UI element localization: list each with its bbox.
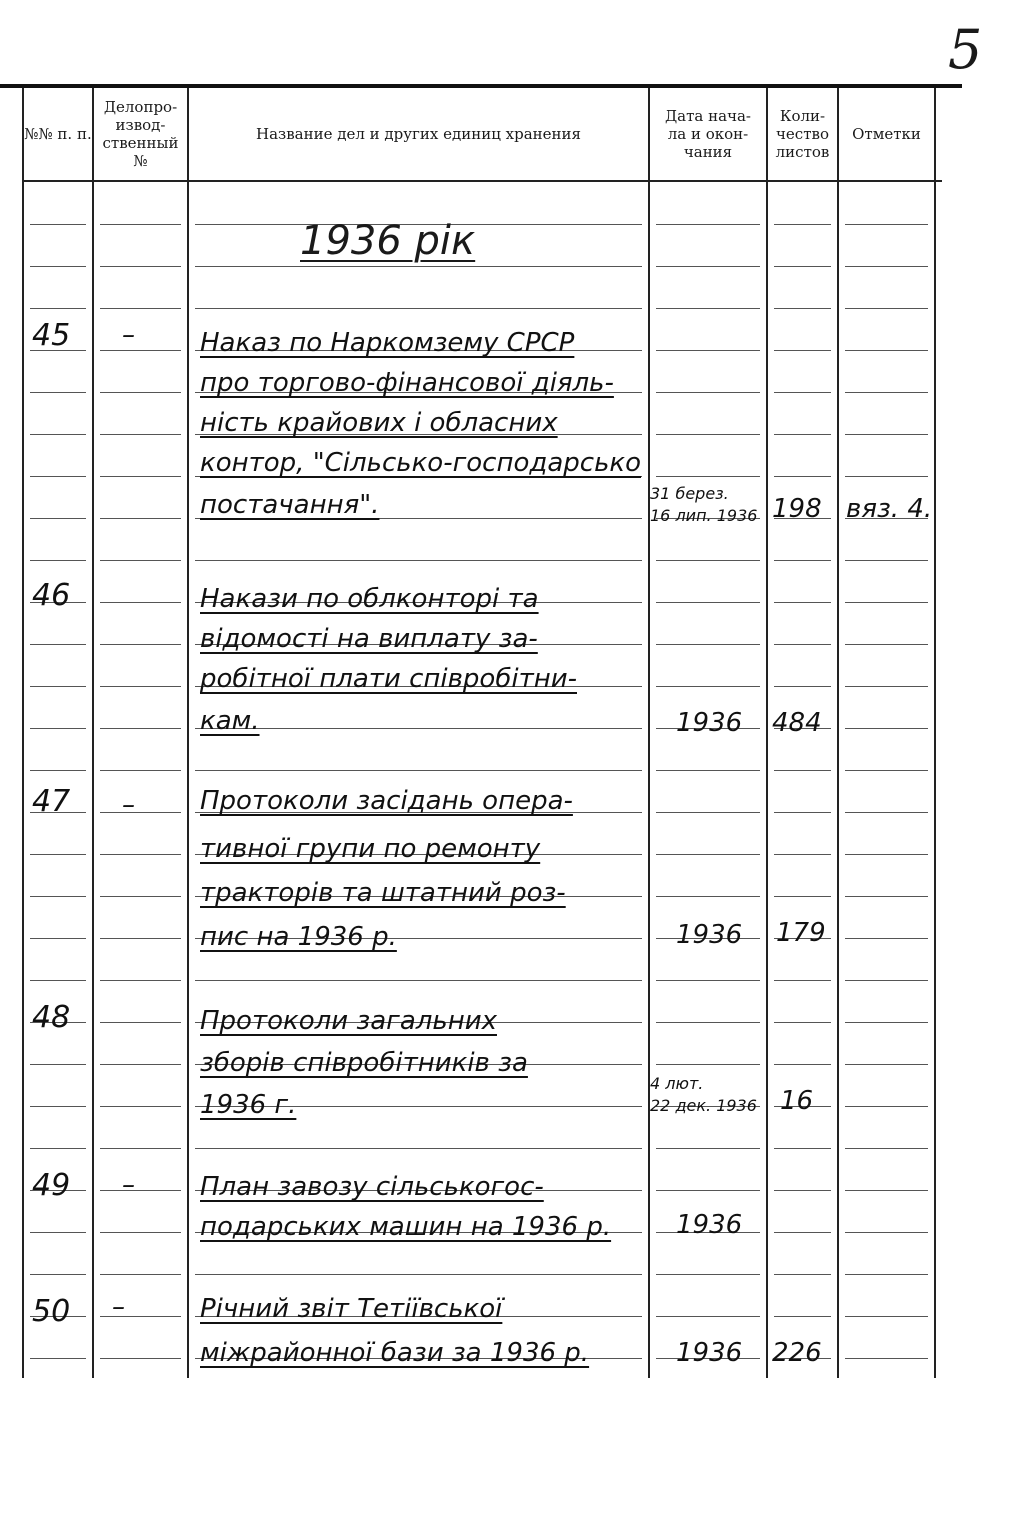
ruled-line <box>100 1064 181 1065</box>
date-end: 1936 <box>676 920 743 950</box>
ruled-line <box>100 350 181 351</box>
col-border-num <box>92 88 94 1378</box>
ruled-line <box>100 728 181 729</box>
row-number: 49 <box>32 1168 71 1203</box>
header-rule <box>22 180 942 182</box>
ruled-line <box>30 1274 86 1275</box>
ruled-line <box>774 1022 831 1023</box>
ruled-line <box>30 1358 86 1359</box>
ruled-line <box>30 854 86 855</box>
page-number: 5 <box>948 18 983 81</box>
office-number: – <box>122 790 135 820</box>
ruled-line <box>30 686 86 687</box>
ruled-line <box>100 518 181 519</box>
sheet-count: 484 <box>772 708 822 738</box>
col-border-office <box>187 88 189 1378</box>
ruled-line <box>100 1148 181 1149</box>
entry-line: Протоколи засідань опера- <box>200 786 573 816</box>
ruled-line <box>774 1232 831 1233</box>
ruled-line <box>845 686 928 687</box>
ruled-line <box>195 728 642 729</box>
entry-line: Накази по облконторі та <box>200 584 539 614</box>
ruled-line <box>100 266 181 267</box>
date-start: 31 берез. <box>650 484 729 503</box>
ruled-line <box>100 1190 181 1191</box>
ruled-line <box>774 392 831 393</box>
ruled-line <box>845 770 928 771</box>
ruled-line <box>100 392 181 393</box>
ruled-line <box>100 434 181 435</box>
ruled-line <box>845 644 928 645</box>
header-title: Название дел и других единиц хранения <box>255 125 581 143</box>
ruled-line <box>845 1106 928 1107</box>
ruled-line <box>845 728 928 729</box>
ruled-line <box>656 644 760 645</box>
ruled-line <box>195 560 642 561</box>
ruled-line <box>30 308 86 309</box>
ruled-line <box>656 1148 760 1149</box>
ruled-line <box>845 896 928 897</box>
ruled-line <box>845 1274 928 1275</box>
ruled-line <box>656 434 760 435</box>
ruled-line <box>656 1022 760 1023</box>
date-end: 1936 <box>676 1338 743 1368</box>
ruled-line <box>845 602 928 603</box>
entry-line: 1936 г. <box>200 1090 297 1120</box>
ruled-line <box>845 1190 928 1191</box>
office-number: – <box>122 320 135 350</box>
ruled-line <box>195 1274 642 1275</box>
ruled-line <box>774 980 831 981</box>
entry-line: Наказ по Наркомзему СРСР <box>200 328 575 358</box>
ruled-line <box>656 1190 760 1191</box>
ruled-line <box>656 350 760 351</box>
ruled-line <box>845 1316 928 1317</box>
ruled-line <box>845 392 928 393</box>
entry-line: про торгово-фінансової діяль- <box>200 368 614 398</box>
row-number: 45 <box>32 318 71 353</box>
ruled-line <box>656 770 760 771</box>
ruled-line <box>845 308 928 309</box>
ruled-line <box>845 476 928 477</box>
entry-line: кам. <box>200 706 260 736</box>
ruled-line <box>30 728 86 729</box>
date-end: 22 дек. 1936 <box>650 1096 757 1115</box>
ruled-line <box>845 560 928 561</box>
ruled-line <box>30 896 86 897</box>
year-title: 1936 рік <box>300 218 476 264</box>
ruled-line <box>100 602 181 603</box>
entry-line: подарських машин на 1936 р. <box>200 1212 612 1242</box>
ruled-line <box>195 308 642 309</box>
ruled-line <box>774 266 831 267</box>
ruled-line <box>100 1232 181 1233</box>
ruled-line <box>30 644 86 645</box>
ruled-line <box>845 812 928 813</box>
ruled-line <box>100 812 181 813</box>
header-num: №№ п. п. <box>24 125 92 143</box>
ruled-line <box>656 308 760 309</box>
ruled-line <box>30 1064 86 1065</box>
ruled-line <box>30 392 86 393</box>
header-sheets: Коли- чество листов <box>775 107 830 161</box>
ruled-line <box>845 938 928 939</box>
col-border-dates <box>766 88 768 1378</box>
ruled-line <box>30 1106 86 1107</box>
ruled-line <box>30 1148 86 1149</box>
ruled-line <box>656 1064 760 1065</box>
entry-line: робітної плати співробітни- <box>200 664 577 694</box>
ruled-line <box>30 224 86 225</box>
header-notes: Отметки <box>852 125 921 143</box>
ruled-line <box>774 896 831 897</box>
date-end: 1936 <box>676 708 743 738</box>
ruled-line <box>100 476 181 477</box>
header-office: Делопро- извод- ственный № <box>102 98 179 170</box>
row-number: 47 <box>32 784 71 819</box>
ruled-line <box>845 224 928 225</box>
date-end: 16 лип. 1936 <box>650 506 758 525</box>
ruled-line <box>656 392 760 393</box>
ruled-line <box>845 980 928 981</box>
ruled-line <box>30 560 86 561</box>
ruled-line <box>845 266 928 267</box>
ruled-line <box>195 980 642 981</box>
ruled-line <box>100 308 181 309</box>
sheet-count: 179 <box>776 918 826 948</box>
entry-line: План завозу сільськогос- <box>200 1172 544 1202</box>
ruled-line <box>656 980 760 981</box>
ruled-line <box>30 938 86 939</box>
ruled-line <box>774 308 831 309</box>
row-number: 50 <box>32 1294 71 1329</box>
entry-line: Протоколи загальних <box>200 1006 497 1036</box>
entry-line: контор, "Сільсько-господарсько <box>200 448 641 478</box>
ruled-line <box>845 350 928 351</box>
ruled-line <box>845 1022 928 1023</box>
ruled-line <box>774 770 831 771</box>
row-number: 48 <box>32 1000 71 1035</box>
ruled-line <box>774 854 831 855</box>
ruled-line <box>845 434 928 435</box>
ruled-line <box>774 1274 831 1275</box>
col-border-left <box>22 88 24 1378</box>
ruled-line <box>774 350 831 351</box>
ruled-line <box>100 938 181 939</box>
ruled-line <box>774 1064 831 1065</box>
ruled-line <box>774 1190 831 1191</box>
ruled-line <box>30 518 86 519</box>
ruled-line <box>774 560 831 561</box>
sheet-count: 226 <box>772 1338 822 1368</box>
ruled-line <box>100 1274 181 1275</box>
entry-line: зборів співробітників за <box>200 1048 528 1078</box>
ruled-line <box>30 476 86 477</box>
col-border-right <box>934 88 936 1378</box>
ruled-line <box>100 644 181 645</box>
ruled-line <box>774 434 831 435</box>
date-start: 4 лют. <box>650 1074 704 1093</box>
entry-line: тракторів та штатний роз- <box>200 878 566 908</box>
ruled-line <box>845 854 928 855</box>
ruled-line <box>845 1232 928 1233</box>
ruled-line <box>845 1358 928 1359</box>
ruled-line <box>774 644 831 645</box>
header-dates: Дата нача- ла и окон- чания <box>664 107 751 161</box>
ruled-line <box>195 266 642 267</box>
ruled-line <box>30 770 86 771</box>
entry-line: пис на 1936 р. <box>200 922 397 952</box>
ruled-line <box>774 224 831 225</box>
ruled-line <box>774 476 831 477</box>
ruled-line <box>656 1316 760 1317</box>
entry-line: Річний звіт Тетіївської <box>200 1294 503 1324</box>
ruled-line <box>100 980 181 981</box>
sheet-count: 16 <box>780 1086 814 1116</box>
ruled-line <box>30 266 86 267</box>
col-border-title <box>648 88 650 1378</box>
col-border-sheets <box>837 88 839 1378</box>
ruled-line <box>656 686 760 687</box>
notes: вяз. 4. <box>846 494 933 524</box>
ruled-line <box>656 602 760 603</box>
sheet-count: 198 <box>772 494 822 524</box>
office-number: – <box>112 1292 125 1322</box>
ruled-line <box>100 560 181 561</box>
ruled-line <box>656 812 760 813</box>
entry-line: відомості на виплату за- <box>200 624 538 654</box>
ruled-line <box>100 1358 181 1359</box>
ruled-line <box>845 1148 928 1149</box>
ruled-line <box>656 476 760 477</box>
ruled-line <box>656 854 760 855</box>
ruled-line <box>30 1232 86 1233</box>
ruled-line <box>656 266 760 267</box>
ruled-line <box>100 686 181 687</box>
ruled-line <box>774 812 831 813</box>
ruled-line <box>195 1148 642 1149</box>
row-number: 46 <box>32 578 71 613</box>
entry-line: ність крайових і обласних <box>200 408 558 438</box>
ruled-line <box>100 896 181 897</box>
ruled-line <box>774 1148 831 1149</box>
entry-line: тивної групи по ремонту <box>200 834 541 864</box>
ruled-line <box>100 1022 181 1023</box>
ruled-line <box>845 1064 928 1065</box>
ruled-line <box>100 854 181 855</box>
ruled-line <box>100 1106 181 1107</box>
ruled-line <box>656 1274 760 1275</box>
office-number: – <box>122 1170 135 1200</box>
ruled-line <box>656 224 760 225</box>
ruled-line <box>30 434 86 435</box>
ruled-line <box>656 560 760 561</box>
ruled-line <box>100 770 181 771</box>
ruled-line <box>195 770 642 771</box>
ruled-line <box>656 896 760 897</box>
ruled-line <box>30 980 86 981</box>
entry-line: постачання". <box>200 490 380 520</box>
ruled-line <box>774 1316 831 1317</box>
ruled-line <box>100 224 181 225</box>
date-end: 1936 <box>676 1210 743 1240</box>
ruled-line <box>774 602 831 603</box>
ruled-line <box>774 686 831 687</box>
entry-line: міжрайонної бази за 1936 р. <box>200 1338 590 1368</box>
